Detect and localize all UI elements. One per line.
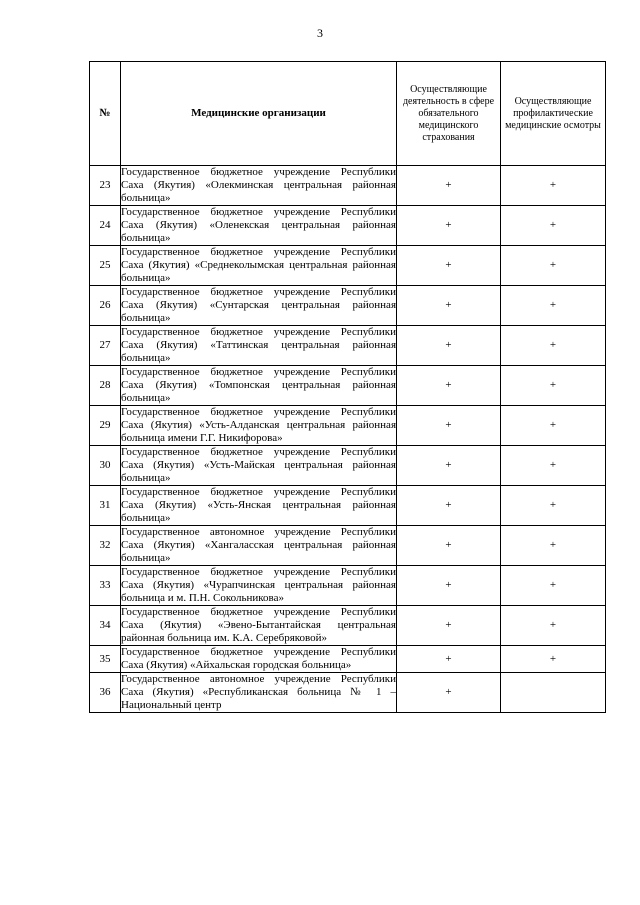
row-number: 26 — [90, 286, 121, 326]
header-organizations: Медицинские организации — [121, 62, 397, 166]
row-number: 36 — [90, 673, 121, 713]
preventive-exam-mark: + — [501, 206, 606, 246]
organization-name: Государственное бюджетное учреждение Республики Саха (Якутия) «Чурапчинская центральная районная больница и м. П.Н. Сокольникова» — [121, 566, 396, 604]
oms-mark: + — [397, 326, 501, 366]
row-number: 33 — [90, 566, 121, 606]
row-number: 31 — [90, 486, 121, 526]
preventive-exam-mark: + — [501, 286, 606, 326]
preventive-exam-mark: + — [501, 246, 606, 286]
row-number: 34 — [90, 606, 121, 646]
row-number: 30 — [90, 446, 121, 486]
row-number: 23 — [90, 166, 121, 206]
oms-mark: + — [397, 366, 501, 406]
oms-mark: + — [397, 446, 501, 486]
table-row — [90, 446, 606, 486]
table-row — [90, 206, 606, 246]
organization-name: Государственное бюджетное учреждение Республики Саха (Якутия) «Олекминская центральная районная больница» — [121, 166, 396, 204]
organization-name: Государственное бюджетное учреждение Республики Саха (Якутия) «Усть-Янская центральная районная больница» — [121, 486, 396, 524]
table-row — [90, 246, 606, 286]
organization-name: Государственное бюджетное учреждение Республики Саха (Якутия) «Усть-Майская центральная районная больница» — [121, 446, 396, 484]
preventive-exam-mark: + — [501, 486, 606, 526]
row-number: 35 — [90, 646, 121, 673]
table-row — [90, 166, 606, 206]
table-row — [90, 366, 606, 406]
table-row — [90, 646, 606, 673]
oms-mark: + — [397, 166, 501, 206]
organization-name: Государственное бюджетное учреждение Республики Саха (Якутия) «Эвено-Бытантайская центральная районная больница им. К.А. Серебряковой» — [121, 606, 396, 644]
organization-name: Государственное бюджетное учреждение Республики Саха (Якутия) «Усть-Алданская центральная районная больница имени Г.Г. Никифорова» — [121, 406, 396, 444]
oms-mark: + — [397, 646, 501, 673]
organization-name: Государственное автономное учреждение Республики Саха (Якутия) «Хангаласская центральная районная больница» — [121, 526, 396, 564]
header-number: № — [90, 62, 121, 166]
organization-name: Государственное бюджетное учреждение Республики Саха (Якутия) «Айхальская городская больница» — [121, 646, 396, 671]
oms-mark: + — [397, 486, 501, 526]
row-number: 28 — [90, 366, 121, 406]
organization-name: Государственное бюджетное учреждение Республики Саха (Якутия) «Томпонская центральная районная больница» — [121, 366, 396, 404]
oms-mark: + — [397, 673, 501, 713]
preventive-exam-mark: + — [501, 366, 606, 406]
organizations-table — [89, 61, 606, 713]
table-row — [90, 286, 606, 326]
table-row — [90, 526, 606, 566]
row-number: 32 — [90, 526, 121, 566]
table-row — [90, 406, 606, 446]
page-number: 3 — [317, 26, 323, 40]
preventive-exam-mark: + — [501, 606, 606, 646]
organization-name: Государственное автономное учреждение Республики Саха (Якутия) «Республиканская больница № 1 – Национальный центр — [121, 673, 396, 711]
organization-name: Государственное бюджетное учреждение Республики Саха (Якутия) «Оленекская центральная районная больница» — [121, 206, 396, 244]
row-number: 29 — [90, 406, 121, 446]
organization-name: Государственное бюджетное учреждение Республики Саха (Якутия) «Среднеколымская центральная районная больница» — [121, 246, 396, 284]
oms-mark: + — [397, 406, 501, 446]
table-row — [90, 606, 606, 646]
preventive-exam-mark: + — [501, 406, 606, 446]
table-header-row — [90, 62, 606, 166]
preventive-exam-mark — [501, 673, 606, 713]
preventive-exam-mark: + — [501, 646, 606, 673]
oms-mark: + — [397, 286, 501, 326]
preventive-exam-mark: + — [501, 326, 606, 366]
preventive-exam-mark: + — [501, 166, 606, 206]
oms-mark: + — [397, 606, 501, 646]
oms-mark: + — [397, 566, 501, 606]
table-row — [90, 326, 606, 366]
oms-mark: + — [397, 246, 501, 286]
oms-mark: + — [397, 526, 501, 566]
oms-mark: + — [397, 206, 501, 246]
row-number: 27 — [90, 326, 121, 366]
organization-name: Государственное бюджетное учреждение Республики Саха (Якутия) «Таттинская центральная районная больница» — [121, 326, 396, 364]
preventive-exam-mark: + — [501, 566, 606, 606]
header-preventive-exams: Осуществляющие профилактические медицинские осмотры — [501, 62, 606, 166]
preventive-exam-mark: + — [501, 526, 606, 566]
table-row — [90, 566, 606, 606]
table-row — [90, 486, 606, 526]
row-number: 25 — [90, 246, 121, 286]
header-oms: Осуществляющие деятельность в сфере обязательного медицинского страхования — [397, 62, 501, 166]
row-number: 24 — [90, 206, 121, 246]
table-row — [90, 673, 606, 713]
organization-name: Государственное бюджетное учреждение Республики Саха (Якутия) «Сунтарская центральная районная больница» — [121, 286, 396, 324]
preventive-exam-mark: + — [501, 446, 606, 486]
